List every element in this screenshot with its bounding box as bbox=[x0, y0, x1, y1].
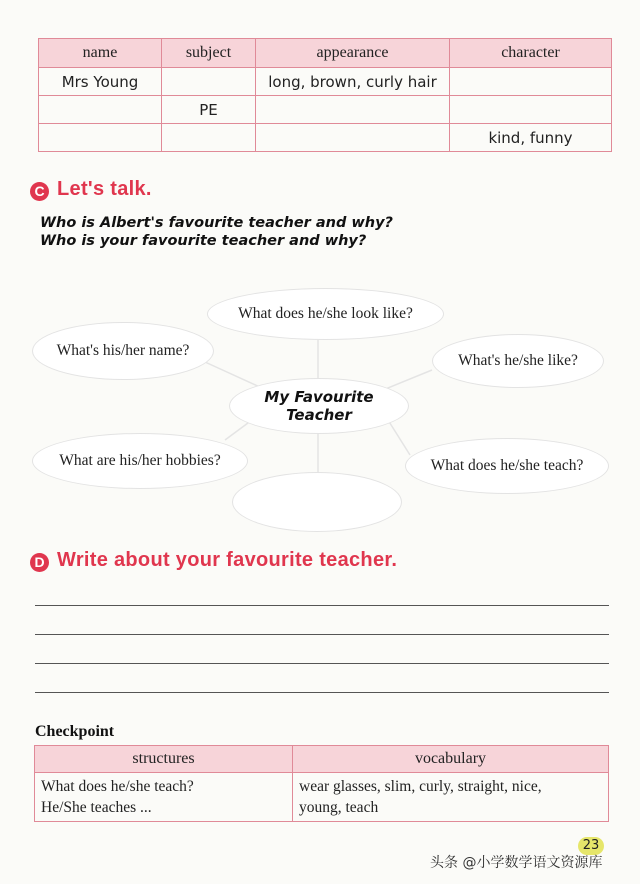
header-appearance: appearance bbox=[256, 39, 450, 68]
bubble-center bbox=[229, 378, 409, 434]
page-number: 23 bbox=[578, 837, 604, 855]
bubble-hobbies: What are his/her hobbies? bbox=[32, 433, 248, 489]
section-d-badge: D bbox=[30, 553, 49, 572]
checkpoint-table bbox=[34, 745, 609, 822]
structures-line-1: What does he/she teach? bbox=[41, 778, 194, 795]
writing-line bbox=[35, 692, 609, 693]
watermark-text: 头条 @小学数学语文资源库 bbox=[430, 855, 603, 871]
table-cell: Mrs Young bbox=[39, 68, 162, 96]
writing-line bbox=[35, 663, 609, 664]
checkpoint-row bbox=[35, 773, 609, 822]
center-line-2: Teacher bbox=[286, 406, 352, 424]
table-cell: long, brown, curly hair bbox=[256, 68, 450, 96]
bubble-look-like: What does he/she look like? bbox=[207, 288, 444, 340]
structures-line-2: He/She teaches ... bbox=[41, 799, 152, 816]
writing-line bbox=[35, 634, 609, 635]
writing-line bbox=[35, 605, 609, 606]
bubble-like: What's he/she like? bbox=[432, 334, 604, 388]
section-d-title: Write about your favourite teacher. bbox=[57, 549, 398, 571]
question-yours: Who is your favourite teacher and why? bbox=[40, 233, 367, 249]
checkpoint-title: Checkpoint bbox=[35, 723, 115, 740]
section-c-badge: C bbox=[30, 182, 49, 201]
bubble-teach: What does he/she teach? bbox=[405, 438, 609, 494]
header-vocabulary: vocabulary bbox=[293, 746, 609, 773]
table-cell: kind, funny bbox=[450, 124, 612, 152]
vocabulary-line-2: young, teach bbox=[299, 799, 379, 816]
question-albert: Who is Albert's favourite teacher and why? bbox=[40, 215, 393, 231]
structures-cell bbox=[35, 773, 293, 822]
header-subject: subject bbox=[162, 39, 256, 68]
bubble-empty bbox=[232, 472, 402, 532]
center-line-1: My Favourite bbox=[264, 388, 374, 406]
bubble-name: What's his/her name? bbox=[32, 322, 214, 380]
checkpoint-header-row bbox=[35, 746, 609, 773]
header-character: character bbox=[450, 39, 612, 68]
vocabulary-line-1: wear glasses, slim, curly, straight, nice, bbox=[299, 778, 542, 795]
vocabulary-cell bbox=[293, 773, 609, 822]
header-name: name bbox=[39, 39, 162, 68]
table-cell: PE bbox=[162, 96, 256, 124]
section-c-title: Let's talk. bbox=[57, 178, 152, 200]
header-structures: structures bbox=[35, 746, 293, 773]
